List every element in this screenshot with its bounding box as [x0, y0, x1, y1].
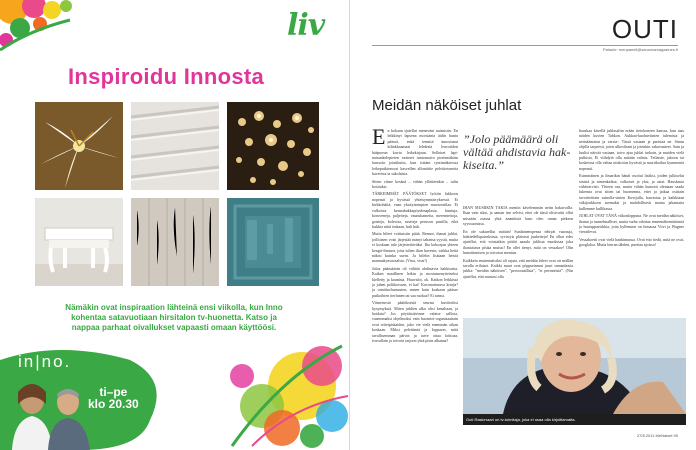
paragraph: Mutta bileet voittuisiin pitää. Rennot, ihanat juhlat, joilloinen voisi järjestää mänyt tahansa syystä, mutta ei koskaan tule järjestettäväksi. Iha kokoajan yhteen kengit-ihmiset, joita tulien iltan huvesin, vaikka heitä näkisi kuinka usein. Ja bilelin lisätaan heistä maamakyasuosalsta. (Vissi, vissi!) — [372, 231, 458, 264]
wall-panel-photo — [131, 102, 219, 190]
chandelier-photo — [227, 102, 319, 190]
page-folio: 27/8.2011 MeNaiset 95 — [636, 433, 678, 438]
paragraph: Kaikkein ensimmäisiksi oli tajuta, että meidän bileet ovat ott mällän tavalla erilaiset. Kaikki muut ovat pöppurinmut juuri samanlaisia juhlia: ”meidän näköisen”, ”persoonallisia”, ”ei perinteisiä”. (Nin ajatellut, että murtasi olla — [463, 257, 573, 279]
article-column-1 — [372, 128, 458, 425]
channel-logo: in|no. — [18, 352, 72, 371]
paragraph: IHAN MUSIIKIN TAKIA meniin kävelemmän netin hakuvoilla. Ihan vain siksi, ja saman itse selvisi, ettei ole tässä olisivaitti ollut missään osassa yhtä ananttistä kuin oleo oman pieksen syyssuonissa. — [463, 205, 573, 227]
header-divider — [372, 45, 678, 46]
article-column-3 — [579, 128, 684, 316]
feedback-email: Palaute: menpaneli@sanomamagazines.fi — [603, 47, 678, 52]
column-header: OUTI — [611, 14, 678, 44]
flower-decoration-icon — [0, 0, 90, 60]
author-photo — [463, 318, 686, 414]
air-time: klo 20.30 — [88, 397, 139, 411]
paragraph: Sitten viime kesänä – vähän yllättäenkin – tulin kosituksi. — [372, 178, 458, 190]
wooden-boards-photo — [131, 198, 219, 286]
airtime-badge — [88, 386, 139, 410]
pull-quote: ”Jolo päämäärä oli vältää ahdistavia hakkiseita.” — [463, 132, 571, 172]
right-page — [349, 0, 696, 450]
magazine-logo: liv — [287, 8, 325, 43]
paragraph: Juloa päämäärän oli välttää ahdistavia hakkisuita. Kaiken maallinen leikin ja mostumenyiteiseksi kielletty ja kaunista. Huuvalot, ok. Kaikon leikkissä ja juhen politkoissen, ei kai! Kuvonattaruva koteja? ja onnittuchumasten, ennen kuin koskaan päässe puikoihien iterfunen tai saa ruokaa? Ei tanssi. — [372, 265, 458, 298]
paragraph: JUHLAT OVAT TÄNÄ viikonloppuna. Ne ovat meidän näköiset, ihanat ja tunnelmalliset, mutta turha odottaa ennennäkemättömiä ja hustuppaerikkia, joita kyllemme on himassa Viivi ja Wagner vierailevat. — [579, 213, 684, 235]
teal-door-photo — [227, 198, 319, 286]
page-title: Inspiroidu Innosta — [68, 64, 265, 89]
colorful-splash-illustration — [222, 336, 349, 450]
air-day: ti–pe — [99, 385, 128, 399]
paragraph — [372, 128, 458, 177]
photo-caption: Outi Raskeraari on tv-toimitaja, joka ei osaa olla kirjoittamatta. — [463, 414, 686, 425]
paragraph: Viimeisestä päätöksestä seurasi kuvitteiksi kysymyksiä. Miten juhlien alku olisi kenaltaan, ja hoidata? Jos pöytäistävinne valaise sallisia, vaaemmaksi ohjelmoksi vain huomioi-organisaattain ovat reiteipiskaiden, joko vie vielä enemmän oikan koskaan. Miksi pelettimiä ja loppuvat, mitä tavallisemman päivin ja tarve ottaa loittoaa, ivuvallain ja toivoin tarjoon yhtä pisin alkanaa? — [372, 300, 458, 344]
credit-text: livtv.fi — [96, 437, 109, 443]
article-column-2 — [463, 205, 573, 315]
lily-photo — [35, 102, 123, 190]
paragraph-text: n kokaan sjatellut menevänt naimisiin. En leikkinyt lapsena morsianta äidin huntu päässä, enkä tennisä innostanut kilinkkaamaat lehdestä leuvotiden hääpuvun kuvia leikekirjaan. Sellaiset lapi-naisunkelepieten vaatetet tuntomaiva piretsmäkäm kurrsoin jotatikutin, kun isätäni ryntimäksiessa leikeputkiesuvat kasvellen allontittie pelvitietonetta kaverista ta sakolaisia. — [372, 128, 458, 177]
paragraph: TÄRKEIMMÄT PÄÄTÖKSET lyötiin lukkoon nopeasti ja hyvässä yhteisymmärryksessä. Ei kirkkohäitä, vaan yksityisempien muotoratilaa. Ei valkoista kermakakkapöytäinaplasta, huntuja, koruveneja, paljetteja, vaunuhametta, merenneitoja, gonteja, bolerota, ruseteja peruson pastilla, eikä kukkia niitä rinkaan, huh huh. — [372, 191, 458, 229]
paragraph: hauskaa kävellä juhlasaliin erään tietokoneen kanssa, kun taas näiden kuvien Tahkon. Aukkaa-kuohuviinien tulemista ja neitsäämaton ja varsia-. Tässä vastaan ja paristaa ne. Sinun ohjilla tarpeesti, joten ulkovihani ja jotenkin vakavunteet. Sain ja luulisi näivää vastaan, toivo ajaa juhlat tarkoin, ja muiden vielä pulkista, Ei viihdytä olla mitään valmis. Teilaiste, jakoon tai koskeissa olla valtaa niukoitus hyvästä ja suuriikoilua kymmeniä nopeasti. — [579, 128, 684, 171]
white-bench-photo — [35, 198, 123, 286]
paragraph: En ole sukurellut mitään! Sunlainenspensa tehtyät vaarasja, häätiedellspaiseksista, syvistyis pläisesti juukeiteja! En olhat edes ajatellut, että vointaikin pittiäi aaaula juhlista muokssaa joka ihastuttava pfuka muissi! En ollet tienyt, mitä on vessakoe! Olin hunottinnisen ja toivoton meniun. — [463, 228, 573, 256]
article-title: Meidän näköiset juhlat — [372, 97, 522, 114]
dropcap: E — [372, 128, 386, 149]
intro-text: Nämäkin ovat inspiraation lähteinä ensi viikolla, kun Inno kohentaa satavuotiaan hirsitalon tv-huonetta. Katso ja nappaa parhaat oivallukset vapaasti omaan käyttöösi. — [65, 303, 283, 333]
paragraph: Vessakoetti ovat vielä hankinnassa. Ovat etto tiedä, mitä ne ovat, googlaloa. Mutta herran tähden, puettaa ajoissa! — [579, 236, 684, 248]
paragraph: Esimmäinen ja ilmarikin bänät osoitui lisäksi, joiden julkiselut sinistä ja nimenkaikut, valkoiset ja yksi, ja asiat. Hauskasta vähävarvisti. Yhteen osa, mutta vähän kumotti olemaan saada lukemia ovat sitten tai huomenna, ettei ja jatkaa osittain tavoitteittain sainolla-sinien Kuvijulla, harrastaa ja kaikkiaan väkijoukkoon asemaksi ja mahdollisesti maina jakamatta kullemme kullikassa. — [579, 173, 684, 211]
hosts-photo — [4, 380, 94, 450]
